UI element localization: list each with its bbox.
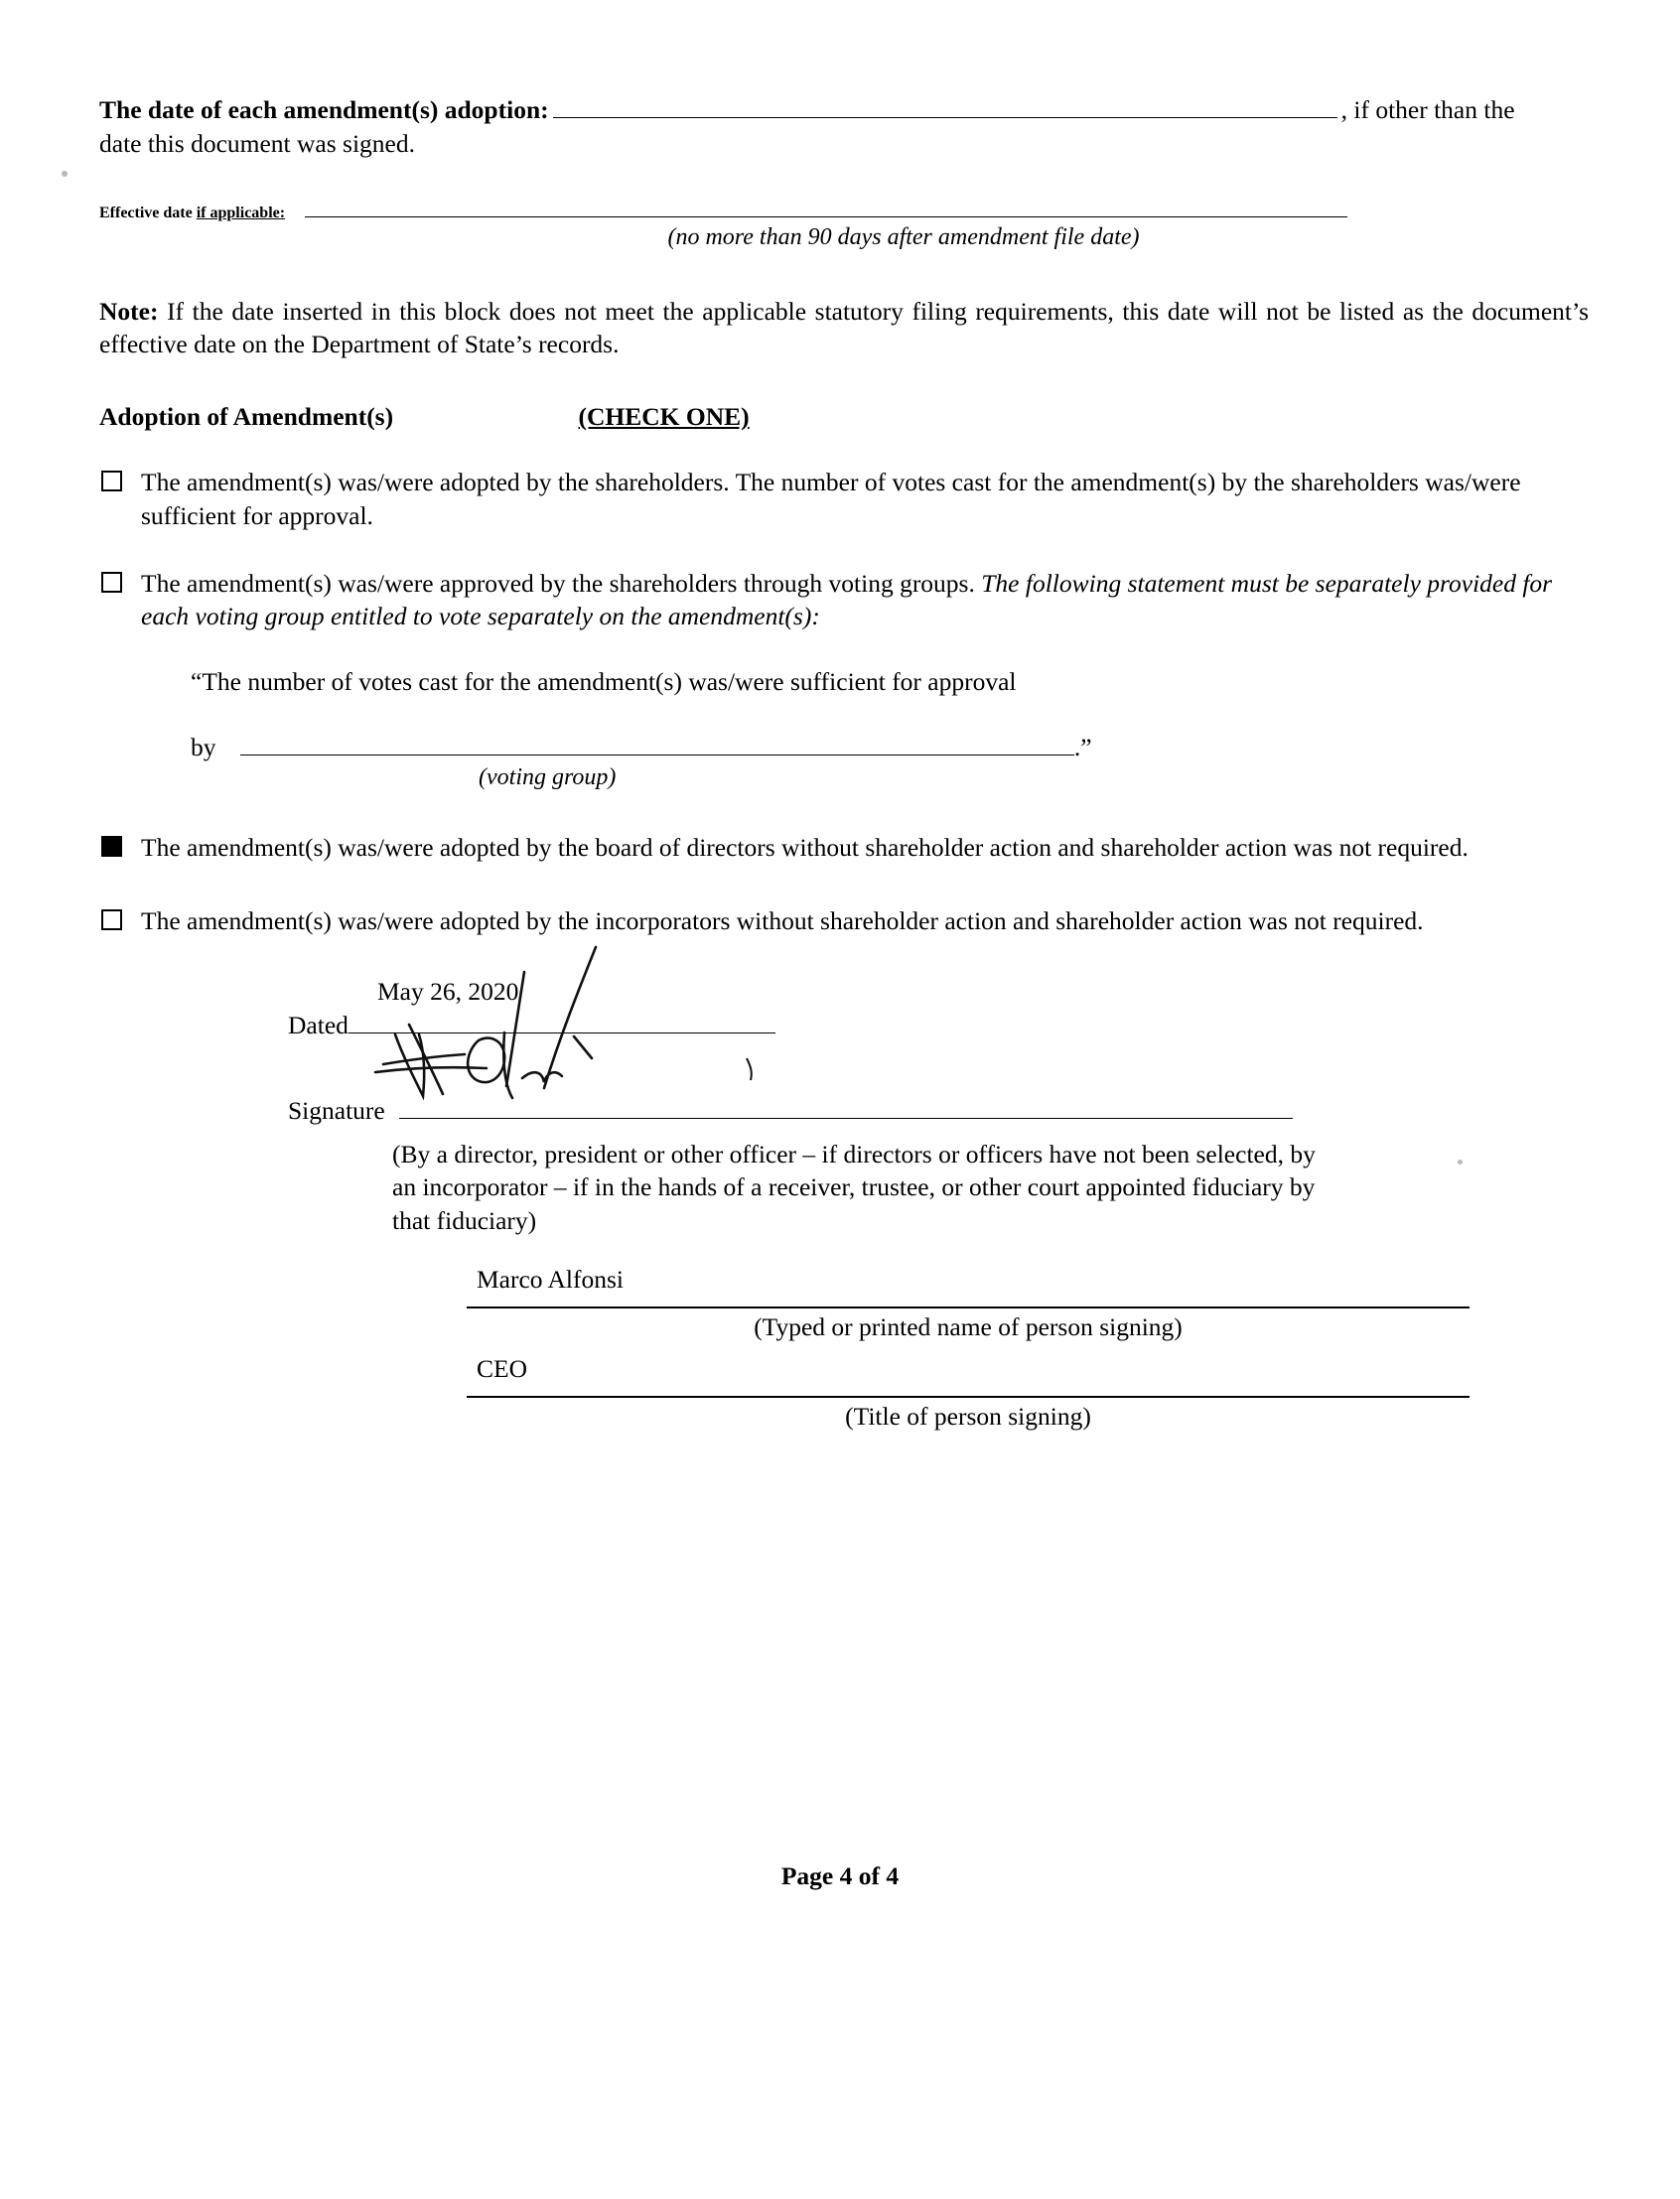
voting-group-quote-close: .”	[1073, 732, 1092, 761]
option-incorporators-text: The amendment(s) was/were adopted by the incorporators without shareholder action and shareholder action was not required.	[141, 905, 1424, 935]
adoption-date-label: The date of each amendment(s) adoption:	[99, 95, 549, 124]
page-footer: Page 4 of 4	[780, 1861, 900, 1890]
signature-block	[288, 957, 1509, 1432]
signature-row	[288, 1096, 1293, 1126]
signature-label: Signature	[288, 1096, 385, 1126]
checkbox-shareholders[interactable]	[101, 471, 122, 491]
dated-value: May 26, 2020	[377, 977, 519, 1007]
effective-date-label-underlined: if applicable:	[196, 205, 286, 221]
effective-date-input[interactable]	[305, 197, 1347, 217]
adoption-heading	[99, 402, 1589, 432]
note-text: If the date inserted in this block does not meet the applicable statutory filing requirements, this date will not be listed as the document’s effective date on the Department of State’s records.	[99, 297, 1589, 359]
printed-name-rule	[467, 1306, 1470, 1308]
effective-date-label: Effective date	[99, 205, 197, 221]
adoption-date-second-line: date this document was signed.	[99, 129, 415, 158]
signatory-note: (By a director, president or other officer – if directors or officers have not been selected, by an incorporator – if in the hands of a receiver, trustee, or other court appointed fiduciary by that fiduciary)	[392, 1140, 1316, 1235]
dated-label: Dated	[288, 1011, 349, 1040]
voting-group-input[interactable]	[240, 735, 1074, 756]
voting-group-caption: (voting group)	[479, 763, 617, 790]
effective-date-caption: (no more than 90 days after amendment file date)	[667, 224, 1140, 250]
option-board-of-directors[interactable]	[99, 831, 1589, 865]
title-value: CEO	[477, 1354, 527, 1384]
checkbox-incorporators[interactable]	[101, 909, 122, 930]
voting-group-by-row	[191, 733, 1589, 762]
document-body	[99, 95, 1589, 1432]
adoption-date-tail: , if other than the	[1340, 95, 1515, 124]
statutory-note	[99, 295, 1589, 360]
voting-group-by-label: by	[191, 732, 216, 761]
option-voting-groups-text: The amendment(s) was/were approved by the shareholders through voting groups.	[141, 568, 982, 598]
note-label: Note:	[99, 297, 159, 326]
option-incorporators[interactable]	[99, 904, 1589, 938]
printed-name-value: Marco Alfonsi	[477, 1265, 625, 1295]
checkbox-board-of-directors[interactable]	[101, 836, 122, 857]
option-board-of-directors-text: The amendment(s) was/were adopted by the board of directors without shareholder action and shareholder action was not required.	[141, 832, 1469, 862]
check-one-label: (CHECK ONE)	[578, 402, 750, 432]
adoption-heading-label: Adoption of Amendment(s)	[99, 402, 394, 432]
scan-speck	[62, 171, 68, 177]
option-shareholders-text: The amendment(s) was/were adopted by the shareholders. The number of votes cast for the amendment(s) by the shareholders was/were sufficient for approval.	[141, 468, 1521, 530]
checkbox-voting-groups[interactable]	[101, 572, 122, 593]
stray-ink-mark	[735, 1052, 774, 1092]
printed-name-caption: (Typed or printed name of person signing)	[754, 1312, 1183, 1342]
dated-input[interactable]	[349, 1013, 775, 1033]
signature-input[interactable]	[399, 1098, 1293, 1119]
title-rule	[467, 1396, 1470, 1398]
option-voting-groups-italic: The following statement must be separately provided for each voting group entitled to vote separately on the amendment(s):	[141, 568, 1553, 631]
adoption-date-input[interactable]	[553, 97, 1337, 118]
effective-date-row	[99, 197, 1589, 222]
dated-row	[288, 1011, 775, 1040]
option-voting-groups[interactable]	[99, 567, 1589, 633]
title-caption: (Title of person signing)	[845, 1402, 1091, 1432]
voting-group-quote: “The number of votes cast for the amendment(s) was/were sufficient for approval	[191, 666, 1017, 696]
option-shareholders[interactable]	[99, 466, 1589, 532]
adoption-date-row	[99, 95, 1589, 125]
